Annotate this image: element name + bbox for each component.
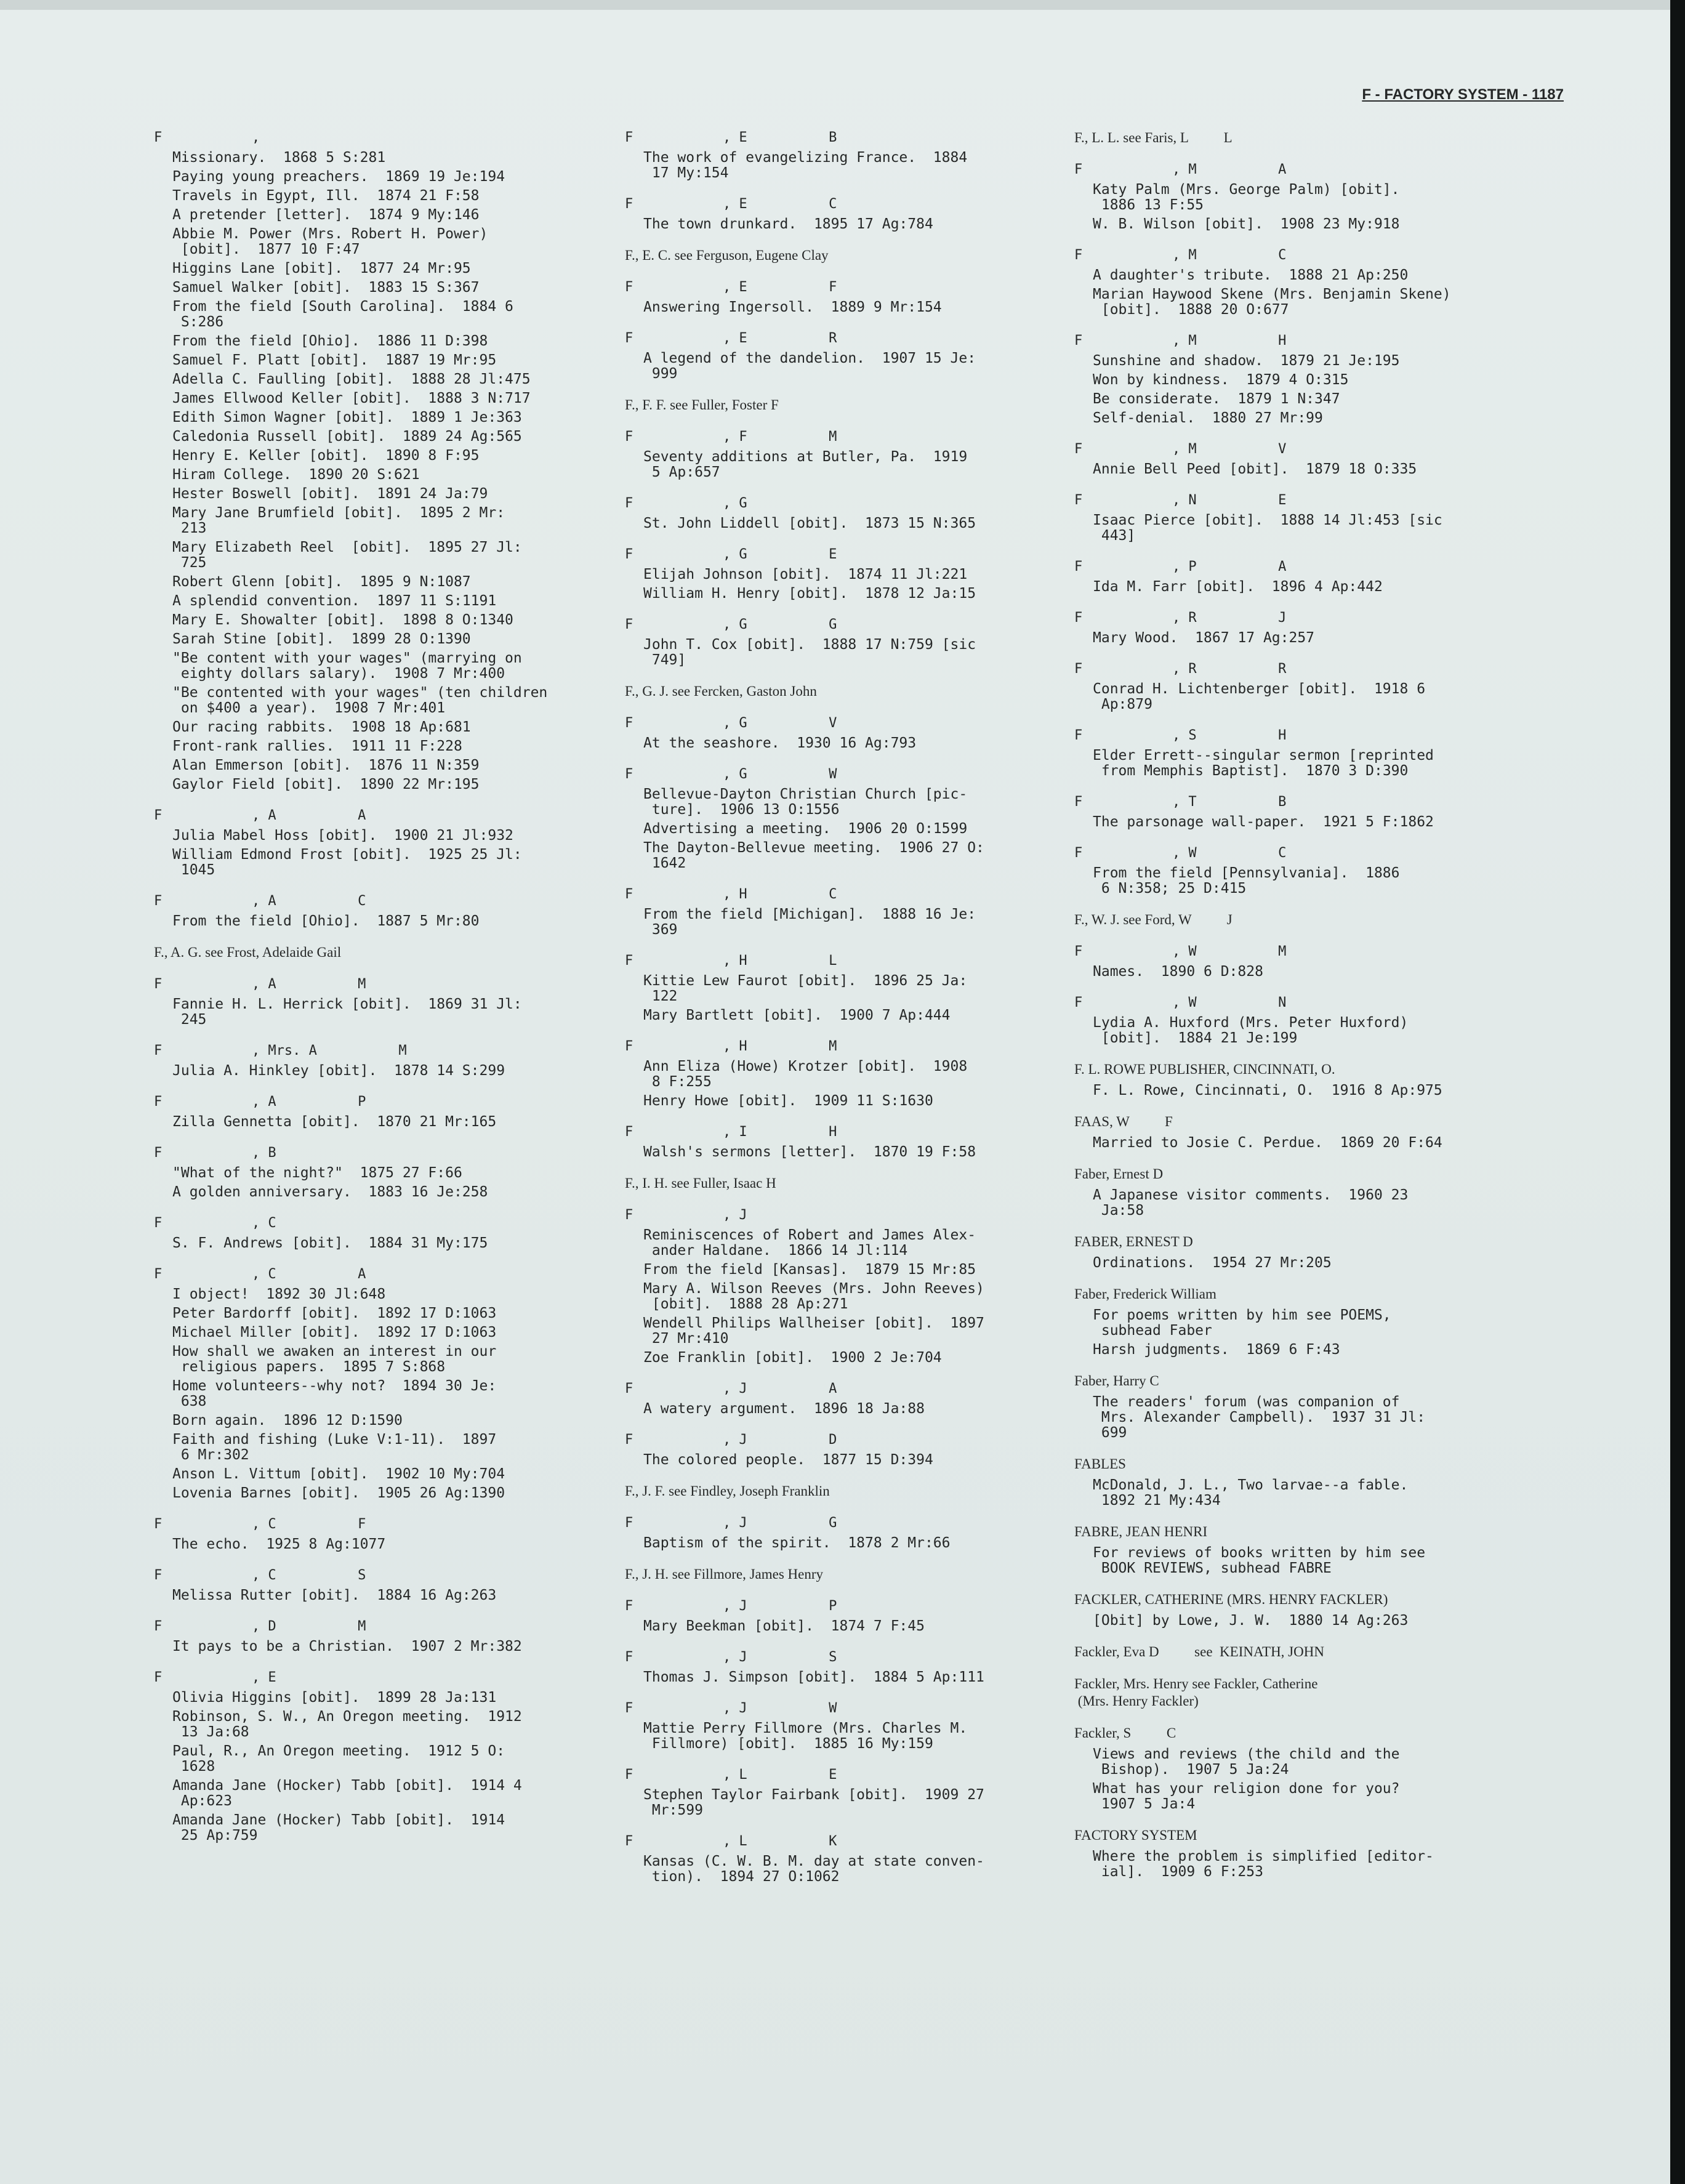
entry-heading: F , L K (625, 1834, 837, 1849)
entry-citation: Names. 1890 6 D:828 (1093, 964, 1263, 980)
entry-citation: A daughter's tribute. 1888 21 Ap:250 (1093, 267, 1409, 283)
entry-citation: Mary Wood. 1867 17 Ag:257 (1093, 630, 1315, 646)
index-entry (1074, 1286, 1567, 1358)
entry-heading: FABRE, JEAN HENRI (1074, 1524, 1208, 1539)
entry-citation: Henry E. Keller [obit]. 1890 8 F:95 (172, 448, 480, 464)
entry-citation: Mary Jane Brumfield [obit]. 1895 2 Mr: 213 (172, 505, 505, 536)
entry-citation: Michael Miller [obit]. 1892 17 D:1063 (172, 1324, 497, 1340)
entry-heading: F., A. G. see Frost, Adelaide Gail (154, 945, 342, 960)
index-entry (154, 1215, 622, 1251)
entry-citation: Mary Beekman [obit]. 1874 7 F:45 (643, 1618, 925, 1634)
index-entry (154, 1669, 622, 1844)
entry-citation: Julia Mabel Hoss [obit]. 1900 21 Jl:932 (172, 828, 513, 844)
index-entry (1074, 1643, 1567, 1661)
entry-citation: Marian Haywood Skene (Mrs. Benjamin Skene) [obit]. 1888 20 O:677 (1093, 286, 1451, 318)
index-entry (154, 129, 622, 792)
entry-heading: F., I. H. see Fuller, Isaac H (625, 1175, 776, 1191)
index-entry (625, 715, 1080, 751)
entry-heading: F., L. L. see Faris, L L (1074, 130, 1233, 145)
entry-citation: A watery argument. 1896 18 Ja:88 (643, 1401, 925, 1417)
entry-citation: Fannie H. L. Herrick [obit]. 1869 31 Jl: 245 (172, 996, 522, 1028)
index-entry (625, 1432, 1080, 1468)
entry-citation: Views and reviews (the child and the Bishop). 1907 5 Ja:24 (1093, 1746, 1400, 1778)
entry-citation: The readers' forum (was companion of Mrs. Alexander Campbell). 1937 31 Jl: 699 (1093, 1394, 1426, 1441)
entry-citation: For poems written by him see POEMS, subhead Faber (1093, 1307, 1391, 1339)
entry-citation: Samuel Walker [obit]. 1883 15 S:367 (172, 280, 480, 296)
index-entry (625, 247, 1080, 264)
entry-heading: F., F. F. see Fuller, Foster F (625, 397, 779, 413)
index-entry (625, 196, 1080, 232)
entry-heading: F , E (154, 1670, 276, 1685)
index-entry (154, 1618, 622, 1654)
entry-heading: F , W N (1074, 995, 1287, 1010)
entry-citation: Samuel F. Platt [obit]. 1887 19 Mr:95 (172, 352, 497, 368)
entry-citation: Julia A. Hinkley [obit]. 1878 14 S:299 (172, 1063, 505, 1079)
index-entry (625, 1207, 1080, 1366)
entry-citation: Henry Howe [obit]. 1909 11 S:1630 (643, 1093, 933, 1109)
entry-citation: The parsonage wall-paper. 1921 5 F:1862 (1093, 814, 1434, 830)
entry-heading: F , J D (625, 1432, 837, 1448)
index-entry (154, 1516, 622, 1552)
entry-citation: Front-rank rallies. 1911 11 F:228 (172, 738, 462, 754)
entry-citation: Melissa Rutter [obit]. 1884 16 Ag:263 (172, 1587, 497, 1603)
entry-heading: F , J P (625, 1598, 837, 1614)
entry-citation: Kittie Lew Faurot [obit]. 1896 25 Ja: 122 (643, 973, 968, 1004)
index-entry (1074, 911, 1567, 929)
index-entry (1074, 1725, 1567, 1812)
entry-citation: Edith Simon Wagner [obit]. 1889 1 Je:363 (172, 409, 522, 425)
entry-citation: The work of evangelizing France. 1884 17 My:154 (643, 150, 968, 181)
entry-citation: St. John Liddell [obit]. 1873 15 N:365 (643, 515, 976, 531)
index-entry (625, 886, 1080, 938)
entry-citation: I object! 1892 30 Jl:648 (172, 1286, 386, 1302)
entry-citation: Harsh judgments. 1869 6 F:43 (1093, 1342, 1340, 1358)
entry-citation: Conrad H. Lichtenberger [obit]. 1918 6 Ap:879 (1093, 681, 1426, 712)
entry-citation: Kansas (C. W. B. M. day at state conven- tion). 1894 27 O:1062 (643, 1853, 984, 1885)
entry-citation: Paul, R., An Oregon meeting. 1912 5 O: 1628 (172, 1743, 505, 1775)
entry-citation: From the field [Kansas]. 1879 15 Mr:85 (643, 1262, 976, 1278)
entry-heading: F , C F (154, 1517, 366, 1532)
page-right-edge (1670, 0, 1685, 2184)
entry-citation: Where the problem is simplified [editor- ial]. 1909 6 F:253 (1093, 1848, 1434, 1880)
index-entry (625, 495, 1080, 531)
entry-citation: James Ellwood Keller [obit]. 1888 3 N:717 (172, 390, 531, 406)
entry-heading: FACKLER, CATHERINE (MRS. HENRY FACKLER) (1074, 1592, 1388, 1607)
entry-heading: F. L. ROWE PUBLISHER, CINCINNATI, O. (1074, 1062, 1335, 1077)
index-entry (1074, 332, 1567, 426)
entry-citation: A Japanese visitor comments. 1960 23 Ja:58 (1093, 1187, 1409, 1219)
entry-heading: F , F M (625, 429, 837, 445)
entry-citation: Mary Bartlett [obit]. 1900 7 Ap:444 (643, 1007, 951, 1023)
entry-heading: F , M C (1074, 248, 1287, 263)
entry-citation: Faith and fishing (Luke V:1-11). 1897 6 Mr:302 (172, 1432, 497, 1463)
index-entry (1074, 1113, 1567, 1151)
entry-citation: Gaylor Field [obit]. 1890 22 Mr:195 (172, 776, 480, 792)
index-entry (625, 1566, 1080, 1583)
entry-citation: Hester Boswell [obit]. 1891 24 Ja:79 (172, 486, 488, 502)
entry-citation: Robinson, S. W., An Oregon meeting. 1912 13 Ja:68 (172, 1709, 522, 1740)
entry-citation: Peter Bardorff [obit]. 1892 17 D:1063 (172, 1305, 497, 1321)
index-entry (625, 1767, 1080, 1818)
entry-citation: Paying young preachers. 1869 19 Je:194 (172, 169, 505, 185)
entry-citation: Elder Errett--singular sermon [reprinted from Memphis Baptist]. 1870 3 D:390 (1093, 747, 1434, 779)
index-entry (1074, 1591, 1567, 1629)
index-entry (1074, 727, 1567, 779)
entry-heading: F , M A (1074, 162, 1287, 177)
entry-heading: F., W. J. see Ford, W J (1074, 912, 1233, 927)
entry-citation: Lovenia Barnes [obit]. 1905 26 Ag:1390 (172, 1485, 505, 1501)
index-entry (625, 1515, 1080, 1551)
index-entry (625, 279, 1080, 315)
entry-citation: Robert Glenn [obit]. 1895 9 N:1087 (172, 574, 471, 590)
entry-heading: Faber, Harry C (1074, 1373, 1159, 1388)
entry-citation: Alan Emmerson [obit]. 1876 11 N:359 (172, 757, 480, 773)
entry-citation: "Be content with your wages" (marrying on eighty dollars salary). 1908 7 Mr:400 (172, 650, 522, 682)
entry-heading: F , N E (1074, 493, 1287, 508)
entry-citation: A splendid convention. 1897 11 S:1191 (172, 593, 497, 609)
index-entry (1074, 1233, 1567, 1271)
index-entry (154, 1094, 622, 1130)
entry-heading: F , H M (625, 1039, 837, 1054)
entry-citation: From the field [Pennsylvania]. 1886 6 N:358; 25 D:415 (1093, 865, 1400, 897)
entry-citation: Seventy additions at Butler, Pa. 1919 5 Ap:657 (643, 449, 968, 480)
entry-citation: Mary A. Wilson Reeves (Mrs. John Reeves) [obit]. 1888 28 Ap:271 (643, 1281, 984, 1312)
index-entry (625, 1833, 1080, 1885)
index-entry (1074, 1827, 1567, 1880)
entry-citation: S. F. Andrews [obit]. 1884 31 My:175 (172, 1235, 488, 1251)
entry-citation: "Be contented with your wages" (ten children on $400 a year). 1908 7 Mr:401 (172, 685, 548, 716)
entry-heading: F , M H (1074, 333, 1287, 349)
index-entry (1074, 794, 1567, 830)
entry-citation: Olivia Higgins [obit]. 1899 28 Ja:131 (172, 1690, 497, 1706)
entry-heading: FABER, ERNEST D (1074, 1234, 1193, 1249)
entry-citation: Our racing rabbits. 1908 18 Ap:681 (172, 719, 471, 735)
entry-citation: Hiram College. 1890 20 S:621 (172, 467, 420, 483)
entry-citation: For reviews of books written by him see BOOK REVIEWS, subhead FABRE (1093, 1545, 1426, 1576)
index-entry (1074, 610, 1567, 646)
entry-citation: Caledonia Russell [obit]. 1889 24 Ag:565 (172, 429, 522, 445)
index-entry (1074, 994, 1567, 1046)
index-entry (625, 1598, 1080, 1634)
entry-citation: Answering Ingersoll. 1889 9 Mr:154 (643, 299, 942, 315)
entry-citation: Be considerate. 1879 1 N:347 (1093, 391, 1340, 407)
index-column-1 (154, 129, 622, 1858)
entry-heading: F , G W (625, 767, 837, 782)
index-column-3 (1074, 129, 1567, 1895)
index-entry (1074, 129, 1567, 147)
index-entry (1074, 1166, 1567, 1219)
entry-heading: F , S H (1074, 728, 1287, 743)
entry-heading: F , G G (625, 617, 837, 632)
entry-heading: F , (154, 130, 260, 145)
entry-heading: Fackler, S C (1074, 1725, 1176, 1741)
entry-heading: F , E B (625, 130, 837, 145)
entry-citation: Self-denial. 1880 27 Mr:99 (1093, 410, 1323, 426)
index-entry (154, 893, 622, 929)
entry-citation: The town drunkard. 1895 17 Ag:784 (643, 216, 933, 232)
entry-citation: "What of the night?" 1875 27 F:66 (172, 1165, 462, 1181)
entry-citation: Amanda Jane (Hocker) Tabb [obit]. 1914 4 Ap:623 (172, 1778, 522, 1809)
entry-citation: Mattie Perry Fillmore (Mrs. Charles M. Fillmore) [obit]. 1885 16 My:159 (643, 1720, 968, 1752)
entry-citation: Annie Bell Peed [obit]. 1879 18 O:335 (1093, 461, 1417, 477)
index-entry (625, 546, 1080, 602)
entry-citation: Married to Josie C. Perdue. 1869 20 F:64 (1093, 1135, 1442, 1151)
entry-citation: Stephen Taylor Fairbank [obit]. 1909 27 Mr:599 (643, 1787, 984, 1818)
entry-citation: Thomas J. Simpson [obit]. 1884 5 Ap:111 (643, 1669, 984, 1685)
entry-heading: F , J W (625, 1701, 837, 1716)
entry-heading: F , B (154, 1145, 276, 1161)
entry-citation: From the field [Michigan]. 1888 16 Je: 369 (643, 906, 976, 938)
entry-heading: F , E R (625, 331, 837, 346)
entry-citation: The Dayton-Bellevue meeting. 1906 27 O: 1642 (643, 840, 984, 871)
entry-citation: Ida M. Farr [obit]. 1896 4 Ap:442 (1093, 579, 1383, 595)
entry-heading: F , G E (625, 547, 837, 562)
entry-citation: [Obit] by Lowe, J. W. 1880 14 Ag:263 (1093, 1613, 1409, 1629)
entry-citation: Mary Elizabeth Reel [obit]. 1895 27 Jl: 725 (172, 539, 522, 571)
index-entry (154, 976, 622, 1028)
entry-citation: Reminiscences of Robert and James Alex- ander Haldane. 1866 14 Jl:114 (643, 1227, 976, 1259)
entry-heading: F , W M (1074, 944, 1287, 959)
index-entry (154, 1145, 622, 1200)
entry-heading: F , A P (154, 1094, 366, 1110)
entry-citation: From the field [Ohio]. 1886 11 D:398 (172, 333, 488, 349)
entry-heading: F , J (625, 1207, 747, 1223)
entry-citation: A golden anniversary. 1883 16 Je:258 (172, 1184, 488, 1200)
index-entry (1074, 845, 1567, 897)
entry-citation: Mary E. Showalter [obit]. 1898 8 O:1340 (172, 612, 513, 628)
entry-heading: F., G. J. see Fercken, Gaston John (625, 683, 817, 699)
entry-citation: Zilla Gennetta [obit]. 1870 21 Mr:165 (172, 1114, 497, 1130)
entry-heading: FACTORY SYSTEM (1074, 1827, 1197, 1843)
entry-citation: Won by kindness. 1879 4 O:315 (1093, 372, 1349, 388)
entry-citation: It pays to be a Christian. 1907 2 Mr:382 (172, 1638, 522, 1654)
entry-citation: Born again. 1896 12 D:1590 (172, 1412, 403, 1428)
index-entry (154, 944, 622, 961)
index-column-2 (625, 129, 1080, 1900)
index-entry (625, 1380, 1080, 1417)
entry-heading: F , E C (625, 196, 837, 212)
entry-heading: F , J S (625, 1650, 837, 1665)
index-entry (625, 1700, 1080, 1752)
index-entry (625, 953, 1080, 1023)
entry-citation: From the field [Ohio]. 1887 5 Mr:80 (172, 913, 480, 929)
entry-citation: Higgins Lane [obit]. 1877 24 Mr:95 (172, 260, 471, 276)
entry-heading: F , H C (625, 887, 837, 902)
index-entry (625, 766, 1080, 871)
index-entry (625, 616, 1080, 668)
index-entry (1074, 492, 1567, 544)
index-entry (1074, 1372, 1567, 1441)
entry-heading: F , P A (1074, 559, 1287, 574)
entry-citation: Anson L. Vittum [obit]. 1902 10 My:704 (172, 1466, 505, 1482)
entry-citation: A legend of the dandelion. 1907 15 Je: 999 (643, 350, 976, 382)
entry-citation: Bellevue-Dayton Christian Church [pic- ture]. 1906 13 O:1556 (643, 786, 968, 818)
entry-citation: Home volunteers--why not? 1894 30 Je: 638 (172, 1378, 497, 1409)
index-entry (625, 129, 1080, 181)
entry-heading: F , E F (625, 280, 837, 295)
entry-citation: Ann Eliza (Howe) Krotzer [obit]. 1908 8 F:255 (643, 1058, 968, 1090)
entry-heading: F., E. C. see Ferguson, Eugene Clay (625, 248, 829, 263)
entry-heading: F , T B (1074, 794, 1287, 810)
index-entry (154, 1567, 622, 1603)
entry-heading: F , C A (154, 1267, 366, 1282)
index-entry (625, 1483, 1080, 1500)
page-top-edge (0, 0, 1685, 10)
entry-citation: Travels in Egypt, Ill. 1874 21 F:58 (172, 188, 480, 204)
entry-heading: FAAS, W F (1074, 1114, 1173, 1129)
entry-heading: F , G V (625, 715, 837, 731)
entry-heading: F , G (625, 496, 747, 511)
entry-citation: Isaac Pierce [obit]. 1888 14 Jl:453 [sic 443] (1093, 512, 1442, 544)
entry-citation: Advertising a meeting. 1906 20 O:1599 (643, 821, 968, 837)
index-entry (625, 1038, 1080, 1109)
entry-citation: From the field [South Carolina]. 1884 6 S:286 (172, 299, 513, 330)
index-entry (1074, 1456, 1567, 1509)
entry-citation: At the seashore. 1930 16 Ag:793 (643, 735, 917, 751)
entry-citation: John T. Cox [obit]. 1888 17 N:759 [sic 749] (643, 637, 976, 668)
entry-citation: Walsh's sermons [letter]. 1870 19 F:58 (643, 1144, 976, 1160)
entry-citation: Amanda Jane (Hocker) Tabb [obit]. 1914 25 Ap:759 (172, 1812, 505, 1844)
index-entry (1074, 161, 1567, 232)
entry-citation: Wendell Philips Wallheiser [obit]. 1897 27 Mr:410 (643, 1315, 984, 1347)
entry-citation: A pretender [letter]. 1874 9 My:146 (172, 207, 480, 223)
index-entry (625, 429, 1080, 480)
entry-heading: F , W C (1074, 845, 1287, 861)
entry-heading: F., J. H. see Fillmore, James Henry (625, 1566, 824, 1582)
entry-citation: The colored people. 1877 15 D:394 (643, 1452, 933, 1468)
entry-citation: William Edmond Frost [obit]. 1925 25 Jl: 1045 (172, 847, 522, 878)
index-entry (154, 1042, 622, 1079)
entry-citation: Missionary. 1868 5 S:281 (172, 150, 386, 166)
entry-citation: Adella C. Faulling [obit]. 1888 28 Jl:475 (172, 371, 531, 387)
index-entry (625, 1175, 1080, 1192)
entry-citation: What has your religion done for you? 1907 5 Ja:4 (1093, 1781, 1400, 1812)
entry-heading: F , J A (625, 1381, 837, 1396)
entry-heading: F , A A (154, 808, 366, 823)
entry-citation: F. L. Rowe, Cincinnati, O. 1916 8 Ap:975 (1093, 1082, 1442, 1098)
index-entry (1074, 441, 1567, 477)
index-entry (1074, 943, 1567, 980)
index-entry (625, 1649, 1080, 1685)
entry-heading: Faber, Ernest D (1074, 1166, 1164, 1182)
entry-citation: Lydia A. Huxford (Mrs. Peter Huxford) [obit]. 1884 21 Je:199 (1093, 1015, 1409, 1046)
entry-heading: F , C S (154, 1568, 366, 1583)
entry-citation: Baptism of the spirit. 1878 2 Mr:66 (643, 1535, 951, 1551)
index-entry (625, 683, 1080, 700)
entry-citation: How shall we awaken an interest in our religious papers. 1895 7 S:868 (172, 1344, 497, 1375)
entry-citation: Sunshine and shadow. 1879 21 Je:195 (1093, 353, 1400, 369)
index-entry (154, 1266, 622, 1501)
index-entry (1074, 1523, 1567, 1576)
index-entry (625, 1124, 1080, 1160)
entry-citation: William H. Henry [obit]. 1878 12 Ja:15 (643, 586, 976, 602)
entry-heading: Faber, Frederick William (1074, 1286, 1216, 1302)
index-entry (625, 330, 1080, 382)
entry-citation: Elijah Johnson [obit]. 1874 11 Jl:221 (643, 566, 968, 582)
entry-heading: F , R J (1074, 610, 1287, 626)
entry-heading: F , I H (625, 1124, 837, 1140)
entry-heading: F , H L (625, 953, 837, 969)
entry-citation: W. B. Wilson [obit]. 1908 23 My:918 (1093, 216, 1400, 232)
entry-heading: F., J. F. see Findley, Joseph Franklin (625, 1483, 830, 1499)
index-entry (1074, 1061, 1567, 1098)
entry-heading: F , A M (154, 977, 366, 992)
entry-heading: F , D M (154, 1619, 366, 1634)
entry-heading: F , A C (154, 893, 366, 909)
entry-heading: F , Mrs. A M (154, 1043, 407, 1058)
entry-citation: McDonald, J. L., Two larvae--a fable. 1892 21 My:434 (1093, 1477, 1409, 1509)
entry-heading: Fackler, Eva D see KEINATH, JOHN (1074, 1644, 1324, 1659)
entry-citation: The echo. 1925 8 Ag:1077 (172, 1536, 386, 1552)
running-header: F - FACTORY SYSTEM - 1187 (1362, 86, 1564, 103)
index-entry (154, 807, 622, 878)
entry-heading: Fackler, Mrs. Henry see Fackler, Catherine (Mrs. Henry Fackler) (1074, 1676, 1318, 1709)
entry-heading: F , C (154, 1215, 276, 1231)
index-entry (625, 397, 1080, 414)
entry-heading: F , M V (1074, 441, 1287, 457)
entry-citation: Katy Palm (Mrs. George Palm) [obit]. 1886 13 F:55 (1093, 182, 1400, 213)
index-entry (1074, 661, 1567, 712)
entry-citation: Zoe Franklin [obit]. 1900 2 Je:704 (643, 1350, 942, 1366)
entry-heading: FABLES (1074, 1456, 1126, 1472)
index-entry (1074, 1675, 1567, 1710)
entry-heading: F , R R (1074, 661, 1287, 677)
entry-citation: Abbie M. Power (Mrs. Robert H. Power) [obit]. 1877 10 F:47 (172, 226, 488, 257)
entry-citation: Sarah Stine [obit]. 1899 28 O:1390 (172, 631, 471, 647)
entry-citation: Ordinations. 1954 27 Mr:205 (1093, 1255, 1332, 1271)
index-entry (1074, 558, 1567, 595)
index-entry (1074, 247, 1567, 318)
entry-heading: F , L E (625, 1767, 837, 1783)
entry-heading: F , J G (625, 1515, 837, 1531)
